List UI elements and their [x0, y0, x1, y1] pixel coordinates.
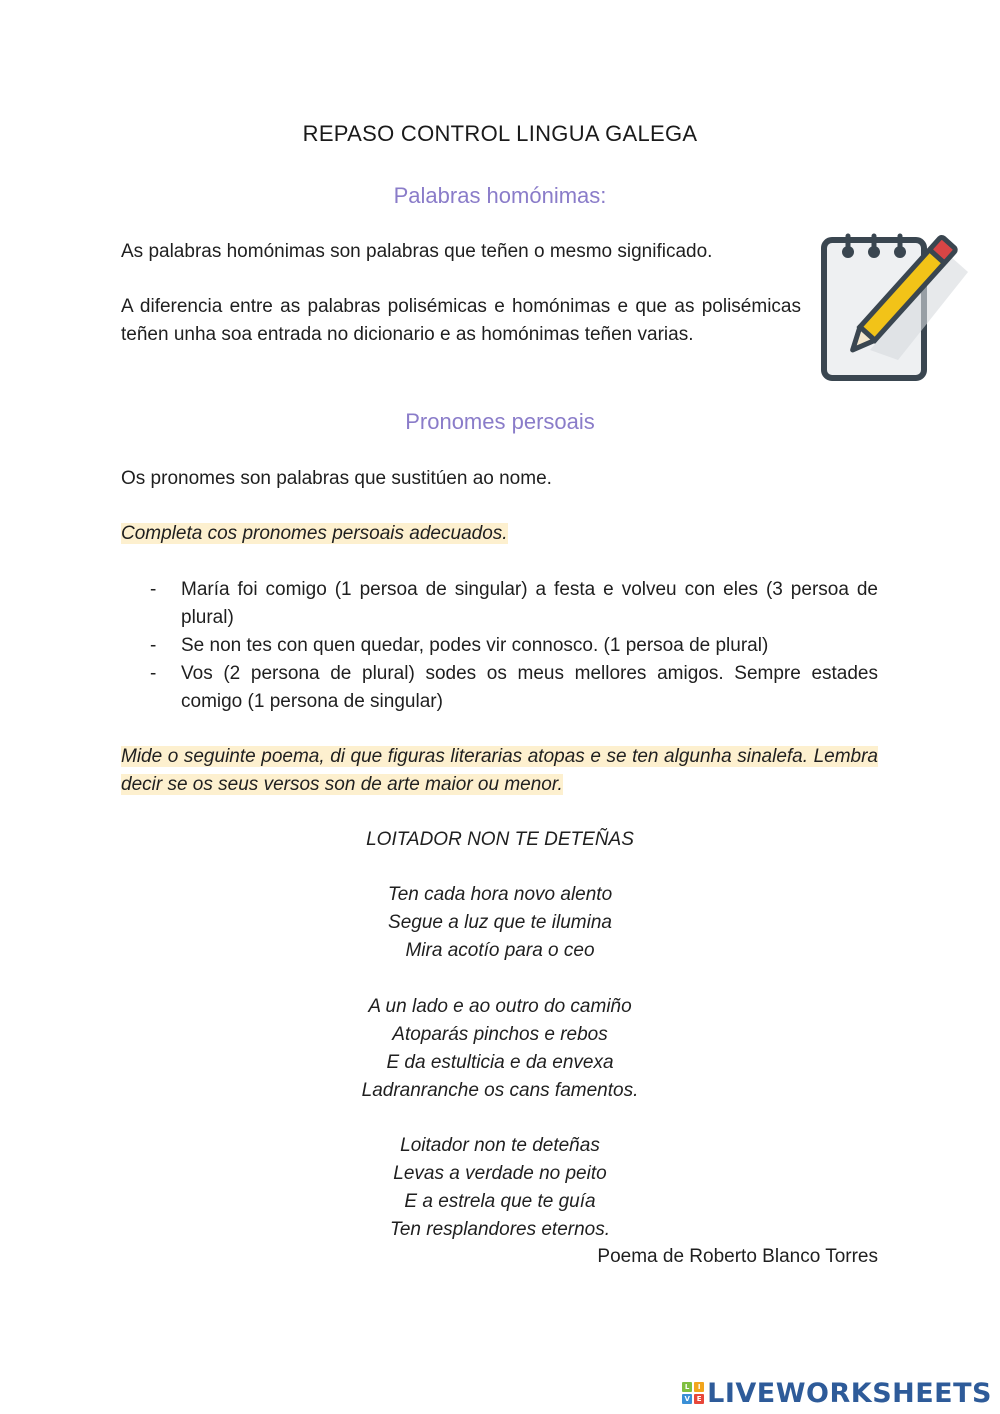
list-item — [150, 632, 878, 660]
poem-instruction — [121, 743, 878, 799]
bullet-dash: - — [150, 663, 157, 684]
section-heading-pronomes: Pronomes persoais — [405, 409, 595, 434]
poem-verse: Atoparás pinchos e rebos — [392, 1024, 608, 1045]
list-item — [150, 576, 878, 632]
exercise-instruction — [121, 520, 508, 548]
pronomes-definition: Os pronomes son palabras que sustitúen ao nome. — [121, 468, 552, 489]
list-item-text: María foi comigo (1 persoa de singular) a festa e volveu con eles (3 persoa de plural) — [181, 579, 878, 628]
poem-verse: Ladranranche os cans famentos. — [361, 1080, 639, 1101]
poem-verse: Loitador non te deteñas — [400, 1135, 600, 1156]
exercise-list — [150, 576, 878, 716]
liveworksheets-logo[interactable] — [682, 1378, 992, 1408]
poem-title: LOITADOR NON TE DETEÑAS — [366, 829, 634, 850]
poem-verse: Segue a luz que te ilumina — [388, 912, 612, 933]
liveworksheets-logo-icon — [682, 1382, 704, 1404]
instruction-highlight: Completa cos pronomes persoais adecuados. — [121, 523, 508, 544]
page-title: REPASO CONTROL LINGUA GALEGA — [302, 121, 698, 146]
poem-instruction-highlight: Mide o seguinte poema, di que figuras literarias atopas e se ten algunha sinalefa. Lembra decir se os seus versos son de arte maior ou menor. — [121, 746, 878, 795]
poem-verse: A un lado e ao outro do camiño — [368, 996, 632, 1017]
notepad-pencil-icon — [818, 232, 970, 384]
liveworksheets-brand-text: LIVEWORKSHEETS — [707, 1377, 992, 1409]
poem-stanza-2 — [0, 993, 1000, 1105]
poem-stanza-1 — [0, 881, 1000, 965]
list-item-text: Se non tes con quen quedar, podes vir connosco. (1 persoa de plural) — [181, 635, 769, 656]
poem-verse: Mira acotío para o ceo — [405, 940, 595, 961]
bullet-dash: - — [150, 635, 157, 656]
bullet-dash: - — [150, 579, 157, 600]
logo-letter-block: I — [694, 1382, 704, 1392]
poem-verse: E da estulticia e da envexa — [386, 1052, 614, 1073]
poem-stanza-3 — [0, 1132, 1000, 1244]
logo-letter-block: V — [682, 1394, 692, 1404]
list-item-text: Vos (2 persona de plural) sodes os meus mellores amigos. Sempre estades comigo (1 persona de singular) — [181, 663, 878, 712]
poem-verse: Ten resplandores eternos. — [389, 1219, 611, 1240]
poem-verse: E a estrela que te guía — [404, 1191, 596, 1212]
poem-verse: Levas a verdade no peito — [393, 1163, 607, 1184]
logo-letter-block: E — [694, 1394, 704, 1404]
poem-verse: Ten cada hora novo alento — [387, 884, 613, 905]
list-item — [150, 660, 878, 716]
section-heading-homonimas: Palabras homónimas: — [393, 183, 607, 208]
logo-letter-block: L — [682, 1382, 692, 1392]
poem-attribution: Poema de Roberto Blanco Torres — [597, 1246, 878, 1267]
homonimas-definition: As palabras homónimas son palabras que teñen o mesmo significado. — [121, 241, 713, 262]
homonimas-difference: A diferencia entre as palabras polisémicas e homónimas e que as polisémicas teñen unha soa entrada no dicionario e as homónimas teñen varias. — [121, 296, 801, 345]
